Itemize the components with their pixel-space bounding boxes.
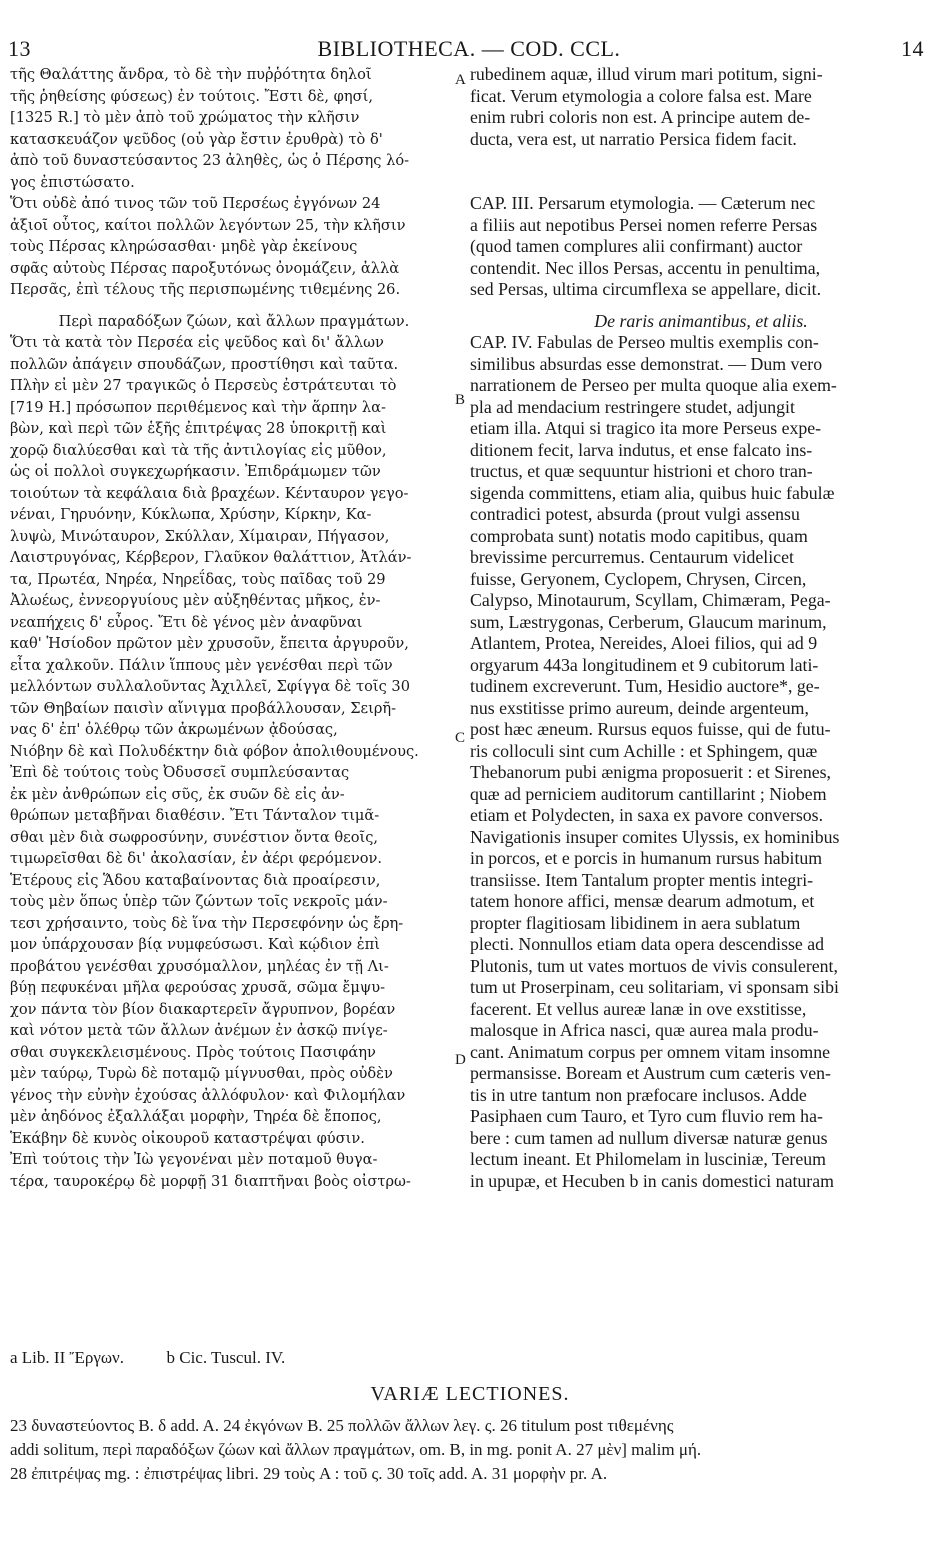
greek-line: τιμωρεῖσθαι δὲ δι' ἀκολασίαν, ἐν ἀέρι φερόμενον. bbox=[10, 850, 383, 867]
greek-line: [1325 R.] τὸ μὲν ἀπὸ τοῦ χρώματος τὴν κλῆσιν bbox=[10, 109, 360, 126]
greek-line: ἀξιοῖ οὗτος, καίτοι πολλῶν λεγόντων 25, τὴν κλῆσιν bbox=[10, 216, 406, 234]
latin-line: quæ ad perniciem auditorum cantillarint ; Niobem bbox=[470, 783, 827, 804]
latin-line: nus exstitisse primo aureum, deinde argenteum, bbox=[470, 697, 809, 718]
greek-line: πολλῶν ἀπάγειν σπουδάζων, προστίθησι καὶ ταῦτα. bbox=[10, 355, 399, 373]
variae-line: addi solitum, περὶ παραδόξων ζώων καὶ ἄλλων πραγμάτων, om. B, in mg. ponit A. 27 μὲν] malim μή. bbox=[10, 1440, 702, 1459]
latin-column bbox=[470, 64, 932, 1192]
latin-line: Calypso, Minotaurum, Scyllam, Chimæram, Pega- bbox=[470, 590, 831, 610]
footnote-b: b Cic. Tuscul. IV. bbox=[166, 1348, 286, 1367]
greek-line: σφᾶς αὐτοὺς Πέρσας παροξυτόνως ὀνομάζειν, ἀλλὰ bbox=[10, 259, 400, 277]
latin-line: similibus absurdas esse demonstrat. — Dum vero bbox=[470, 353, 823, 374]
greek-line: λυψὼ, Μινώταυρον, Σκύλλαν, Χίμαιραν, Πήγασον, bbox=[10, 527, 390, 545]
greek-line: τα, Πρωτέα, Νηρέα, Νηρεΐδας, τοὺς παῖδας τοῦ 29 bbox=[10, 570, 386, 588]
latin-line: in upupæ, et Hecuben b in canis domestici naturam bbox=[470, 1170, 834, 1191]
latin-section-title: De raris animantibus, et aliis. bbox=[594, 310, 808, 331]
greek-line: Ἑκάβην δὲ κυνὸς οἰκουροῦ καταστρέψαι φύσιν. bbox=[10, 1129, 365, 1147]
greek-line: τοιούτων τὰ κεφάλαια διὰ βραχέων. Κένταυρον γεγο- bbox=[10, 484, 409, 502]
margin-marker-d: D bbox=[455, 1052, 466, 1068]
greek-line: Ὅτι οὐδὲ ἀπό τινος τῶν τοῦ Περσέως ἐγγόνων 24 bbox=[10, 195, 381, 212]
greek-line: μον ὑπάρχουσαν βίᾳ νυμφεύσωσι. Καὶ κῴδιον ἐπὶ bbox=[10, 936, 380, 953]
latin-line: etiam illa. Atqui si tragico ita more Perseus expe- bbox=[470, 418, 822, 438]
greek-line: τεσι χρήσαιντο, τοὺς δὲ ἵνα τὴν Περσεφόνην ὡς ἔρη- bbox=[10, 914, 404, 932]
latin-line: (quod tamen complures alii confirmant) auctor bbox=[470, 236, 803, 256]
latin-line: facerent. Et vellus aureæ lanæ in ove exstitisse, bbox=[470, 998, 807, 1019]
latin-line: contradici potest, absurda (prout vulgi assensu bbox=[470, 504, 800, 524]
greek-line: νέναι, Γηρυόνην, Κύκλωπα, Χρύσην, Κίρκην, Κα- bbox=[10, 506, 372, 523]
greek-line: καθ' Ἡσίοδον πρῶτον μὲν χρυσοῦν, ἔπειτα ἀργυροῦν, bbox=[10, 635, 409, 652]
greek-line: Νιόβην δὲ καὶ Πολυδέκτην διὰ φόβον ἀπολιθουμένους. bbox=[10, 742, 419, 760]
latin-line: tudinem excreverunt. Tum, Hesidio auctore*, ge- bbox=[470, 676, 820, 696]
latin-line: narrationem de Perseo per multa quoque alia exem- bbox=[470, 375, 837, 395]
greek-line: τῆς ῥηθείσης φύσεως) ἐν τούτοις. Ἔστι δὲ, φησί, bbox=[10, 87, 373, 105]
margin-marker-b: B bbox=[455, 392, 466, 408]
greek-line: Ἐπὶ τούτοις τὴν Ἰὼ γεγονέναι μὲν ποταμοῦ θυγα- bbox=[10, 1151, 378, 1168]
greek-line: [719 H.] πρόσωπον περιθέμενος καὶ τὴν ἅρπην λα- bbox=[10, 398, 386, 416]
latin-line: comprobata sunt) notatis modo capitibus, quam bbox=[470, 525, 808, 546]
latin-line: lectum ineant. Et Philomelam in lusciniæ, Tereum bbox=[470, 1149, 826, 1169]
latin-line: etiam et Polydecten, in saxa ex pavore conversos. bbox=[470, 805, 824, 825]
greek-line: τέρα, ταυροκέρῳ δὲ μορφῇ 31 διαπτῆναι βοὸς οἰστρω- bbox=[10, 1172, 411, 1190]
latin-line: malosque in Africa nasci, quæ aurea mala produ- bbox=[470, 1020, 819, 1040]
latin-line: Thebanorum pubi ænigma proposuerit : et Sirenes, bbox=[470, 762, 831, 782]
latin-line: Pasiphaen cum Tauro, et Tyro cum fluvio rem ha- bbox=[470, 1106, 823, 1126]
greek-line: σθαι μὲν διὰ σωφροσύνην, συνέστιον ὄντα θεοῖς, bbox=[10, 828, 379, 846]
latin-line: contendit. Nec illos Persas, accentu in penultima, bbox=[470, 257, 821, 278]
greek-line: Ἑτέρους εἰς Ἅδου καταβαίνοντας διὰ προαίρεσιν, bbox=[10, 871, 381, 889]
greek-section-title: Περὶ παραδόξων ζώων, καὶ ἄλλων πραγμάτων. bbox=[58, 312, 410, 330]
margin-marker-c: C bbox=[455, 730, 466, 746]
greek-line: μὲν ἀηδόνος ἐξαλλάξαι μορφὴν, Τηρέα δὲ ἔποπος, bbox=[10, 1108, 382, 1125]
greek-line: Ἐπὶ δὲ τούτοις τοὺς Ὀδυσσεῖ συμπλεύσαντας bbox=[10, 764, 350, 781]
footnotes bbox=[10, 1348, 930, 1368]
latin-line: sed Persas, ultima circumflexa se appellare, dicit. bbox=[470, 279, 822, 299]
latin-line: permansisse. Boream et Austrum cum cæteris ven- bbox=[470, 1063, 831, 1083]
page-number-right: 14 bbox=[901, 36, 924, 61]
latin-line: pla ad mendacium restringere studet, adjungit bbox=[470, 396, 795, 417]
greek-line: μελλόντων συλλαλοῦντας Ἀχιλλεῖ, Σφίγγα δὲ τοῖς 30 bbox=[10, 678, 410, 695]
greek-line: ὡς οἱ πολλοὶ συγκεχωρήκασιν. Ἐπιδράμωμεν τῶν bbox=[10, 463, 381, 480]
greek-line: κατασκευάζον ψεῦδος (οὐ γὰρ ἔστιν ἐρυθρὰ) τὸ δ' bbox=[10, 130, 383, 148]
latin-line: ducta, vera est, ut narratio Persica fidem facit. bbox=[470, 128, 797, 149]
variae-lectiones bbox=[10, 1414, 930, 1486]
latin-line: orgyarum 443a longitudinem et 9 cubitorum lati- bbox=[470, 654, 819, 675]
greek-line: χον πάντα τὸν βίον διακαρτερεῖν ἄγρυπνον, βορέαν bbox=[10, 1000, 396, 1018]
latin-line: tatem honore affici, mensæ dearum admotum, et bbox=[470, 891, 815, 911]
variae-lectiones-heading: VARIÆ LECTIONES. bbox=[370, 1383, 570, 1405]
variae-line: 28 ἐπιτρέψας mg. : ἐπιστρέψας libri. 29 τοὺς A : τοῦ ς. 30 τοῖς add. A. 31 μορφὴν pr. A. bbox=[10, 1464, 608, 1483]
greek-line: ἀπὸ τοῦ δυναστεύσαντος 23 ἀληθὲς, ὡς ὁ Πέρσης λό- bbox=[10, 152, 410, 169]
latin-line: brevissime percurremus. Centaurum videlicet bbox=[470, 547, 794, 567]
running-title: BIBLIOTHECA. — COD. CCL. bbox=[317, 36, 621, 61]
latin-line: in porcos, et e porcis in humanum rursus habitum bbox=[470, 848, 823, 868]
running-header bbox=[0, 28, 938, 62]
latin-line: fuisse, Geryonem, Cyclopem, Chrysen, Circen, bbox=[470, 568, 807, 589]
greek-line: Πλὴν εἰ μὲν 27 τραγικῶς ὁ Περσεὺς ἐστράτευται τὸ bbox=[10, 377, 397, 394]
greek-line: νας δ' ἐπ' ὀλέθρῳ τῶν ἀκρωμένων ᾀδούσας, bbox=[10, 721, 338, 738]
greek-line: τοὺς μὲν ὅπως ὑπὲρ τῶν ζώντων τοῖς νεκροῖς μάν- bbox=[10, 893, 388, 910]
greek-line: τῆς Θαλάττης ἄνδρα, τὸ δὲ τὴν πυῤῥότητα δηλοῖ bbox=[10, 66, 372, 83]
latin-line: ficat. Verum etymologia a colore falsa est. Mare bbox=[470, 85, 812, 106]
latin-line: transiisse. Item Tantalum propter mentis integri- bbox=[470, 869, 814, 890]
latin-line: Navigationis insuper comites Ulyssis, ex hominibus bbox=[470, 826, 840, 847]
latin-line: tis in utre tantum non præfocare inclusos. Adde bbox=[470, 1084, 807, 1105]
greek-line: νεαπήχεις δ' εὖρος. Ἔτι δὲ γένος μὲν ἀναφῦναι bbox=[10, 613, 363, 631]
greek-line: σθαι συγκεκλεισμένους. Πρὸς τούτοις Πασιφάην bbox=[10, 1043, 376, 1061]
greek-line: προβάτου γενέσθαι χρυσόμαλλον, μηλέας ἐν τῇ Λι- bbox=[10, 957, 389, 975]
latin-line: enim rubri coloris non est. A principe autem de- bbox=[470, 107, 811, 127]
greek-line: τοὺς Πέρσας κληρώσασθαι· μηδὲ γὰρ ἐκείνους bbox=[10, 238, 358, 255]
latin-line: post hæc æneum. Rursus equos fuisse, qui de futu- bbox=[470, 719, 831, 739]
latin-line: propter flagitiosam libidinem in aera sublatum bbox=[470, 912, 801, 933]
greek-line: γένος τὴν εὐνὴν ἐχούσας ἀλλόφυλον· καὶ Φιλομήλαν bbox=[10, 1086, 406, 1104]
latin-line: ditionem fecit, larva indutus, et ense falcato ins- bbox=[470, 439, 813, 460]
greek-line: βύῃ πεφυκέναι μῆλα φερούσας χρυσᾶ, σῶμα ἔμψυ- bbox=[10, 979, 386, 996]
greek-line: βὼν, καὶ περὶ τῶν ἑξῆς ἐπιτρέψας 28 ὑποκριτῇ καὶ bbox=[10, 420, 387, 437]
variae-line: 23 δυναστεύοντος B. δ add. A. 24 ἐκγόνων B. 25 πολλῶν ἄλλων λεγ. ς. 26 titulum post τιθεμένης bbox=[10, 1416, 674, 1435]
latin-line: a filiis aut nepotibus Persei nomen referre Persas bbox=[470, 214, 818, 235]
margin-marker-a: A bbox=[455, 72, 466, 88]
page-number-left: 13 bbox=[8, 36, 31, 61]
greek-line: μὲν ταύρῳ, Τυρὼ δὲ ποταμῷ μίγνυσθαι, πρὸς οὐδὲν bbox=[10, 1065, 393, 1082]
latin-line: Atlantem, Protea, Nereides, Aloei filios, qui ad 9 bbox=[470, 633, 818, 653]
footnote-a: a Lib. II Ἔργων. bbox=[10, 1348, 124, 1367]
greek-line: χορῷ διαλύεσθαι καὶ τὰ τῆς ἀντιλογίας εἰς μῦθον, bbox=[10, 441, 387, 459]
greek-line: καὶ νότον μετὰ τῶν ἄλλων ἀνέμων ἐν ἀσκῷ πνίγε- bbox=[10, 1022, 388, 1039]
greek-line: Περσᾶς, ἐπὶ τέλους τῆς περισπωμένης τιθεμένης 26. bbox=[10, 281, 401, 298]
greek-line: θρώπων μεταβῆναι διαθέσιν. Ἔτι Τάνταλον τιμᾶ- bbox=[10, 807, 380, 824]
greek-line: γος ἐπιστώσατο. bbox=[10, 173, 135, 191]
latin-line: bere : cum tamen ad nullum diversæ naturæ genus bbox=[470, 1127, 828, 1148]
greek-line: ἐκ μὲν ἀνθρώπων εἰς σῦς, ἐκ συῶν δὲ εἰς ἀν- bbox=[10, 785, 345, 803]
greek-line: Ἀλωέως, ἐννεοργυίους μὲν αὐξηθέντας μῆκος, ἐν- bbox=[10, 592, 381, 609]
latin-line: sigenda committens, etiam alia, quibus huic fabulæ bbox=[470, 482, 835, 503]
latin-line: sum, Læstrygonas, Cerberum, Glaucum marinum, bbox=[470, 611, 827, 632]
latin-chapter-iii: CAP. III. Persarum etymologia. — Cæterum nec bbox=[470, 193, 816, 213]
greek-column bbox=[10, 64, 458, 1192]
latin-line: tum ut Proserpinam, ceu solitariam, vi sponsam sibi bbox=[470, 977, 839, 997]
latin-line: Plutonis, tum ut vates mortuos de vivis consulerent, bbox=[470, 955, 838, 976]
latin-line: tructus, et quæ sequuntur histrioni et choro tran- bbox=[470, 461, 813, 481]
latin-chapter-iv: CAP. IV. Fabulas de Perseo multis exemplis con- bbox=[470, 332, 819, 352]
latin-line: cant. Animatum corpus per omnem vitam insomne bbox=[470, 1041, 831, 1062]
latin-line: ris colloculi sint cum Achille : et Sphingem, quæ bbox=[470, 740, 818, 761]
greek-line: τῶν Θηβαίων παισὶν αἴνιγμα προβάλλουσαν, Σειρῆ- bbox=[10, 699, 397, 717]
latin-line: plecti. Nonnullos etiam data opera descendisse ad bbox=[470, 934, 825, 954]
greek-line: εἶτα χαλκοῦν. Πάλιν ἵππους μὲν γενέσθαι περὶ τῶν bbox=[10, 656, 393, 674]
greek-line: Ὅτι τὰ κατὰ τὸν Περσέα εἰς ψεῦδος καὶ δι' ἄλλων bbox=[10, 334, 384, 351]
latin-line: rubedinem aquæ, illud virum mari potitum, signi- bbox=[470, 64, 823, 84]
greek-line: Λαιστρυγόνας, Κέρβερον, Γλαῦκον θαλάττιον, Ἀτλάν- bbox=[10, 549, 412, 566]
